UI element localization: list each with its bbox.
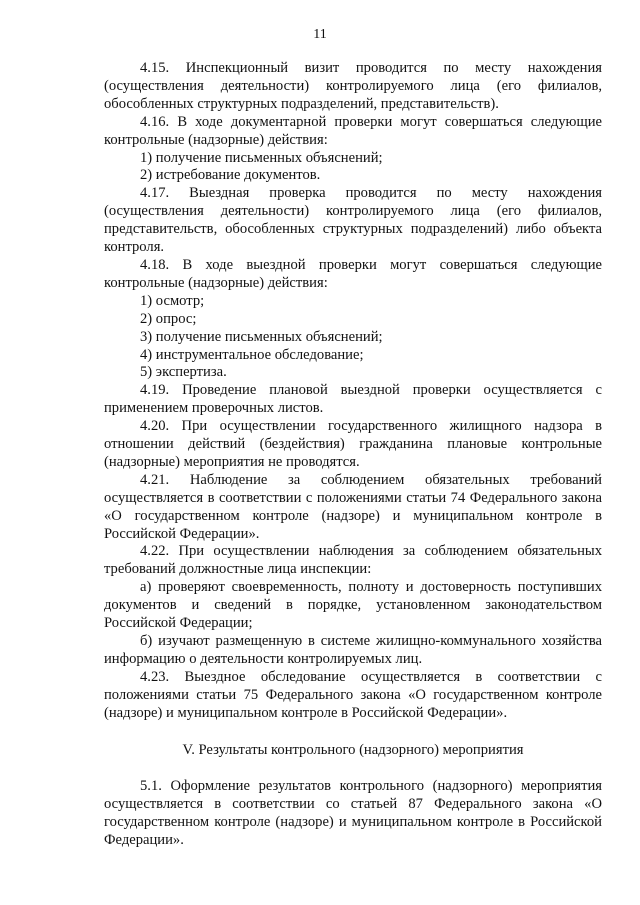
paragraph-4-16: 4.16. В ходе документарной проверки могут совершаться следующие контрольные (надзорные) действия: bbox=[104, 113, 602, 148]
paragraph-4-21: 4.21. Наблюдение за соблюдением обязательных требований осуществляется в соответствии с положениями статьи 74 Федерального закона «О государственном контроле (надзоре) и муниципальном контроле в Российской Федерации». bbox=[104, 471, 602, 542]
paragraph-4-17: 4.17. Выездная проверка проводится по месту нахождения (осуществления деятельности) контролируемого лица (его филиалов, представительств, обособленных структурных подразделений) либо объекта контроля. bbox=[104, 185, 602, 256]
paragraph-4-15: 4.15. Инспекционный визит проводится по месту нахождения (осуществления деятельности) контролируемого лица (его филиалов, обособленных структурных подразделений, представительств). bbox=[104, 60, 602, 112]
section-heading: V. Результаты контрольного (надзорного) мероприятия bbox=[182, 741, 524, 758]
list-item: 5) экспертиза. bbox=[140, 364, 227, 381]
list-item: 2) истребование документов. bbox=[140, 167, 321, 184]
paragraph-4-22: 4.22. При осуществлении наблюдения за соблюдением обязательных требований должностные лица инспекции: bbox=[104, 543, 602, 578]
paragraph-4-22-a: а) проверяют своевременность, полноту и достоверность поступивших документов и сведений в порядке, установленном законодательством Российской Федерации; bbox=[104, 579, 602, 632]
document-body bbox=[104, 60, 602, 850]
list-item: 4) инструментальное обследование; bbox=[140, 346, 364, 363]
paragraph-4-18: 4.18. В ходе выездной проверки могут совершаться следующие контрольные (надзорные) действия: bbox=[104, 256, 602, 291]
paragraph-5-1: 5.1. Оформление результатов контрольного (надзорного) мероприятия осуществляется в соответствии со статьей 87 Федерального закона «О государственном контроле (надзоре) и муниципальном контроле в Российской Федерации». bbox=[104, 778, 602, 849]
paragraph-4-20: 4.20. При осуществлении государственного жилищного надзора в отношении действий (бездействия) гражданина плановые контрольные (надзорные) мероприятия не проводятся. bbox=[104, 418, 602, 470]
list-item: 2) опрос; bbox=[140, 310, 197, 327]
list-item: 3) получение письменных объяснений; bbox=[140, 328, 383, 345]
paragraph-4-23: 4.23. Выездное обследование осуществляется в соответствии с положениями статьи 75 Федерального закона «О государственном контроле (надзоре) и муниципальном контроле в Российской Федерации». bbox=[104, 668, 602, 721]
list-item: 1) получение письменных объяснений; bbox=[140, 149, 383, 166]
page-number: 11 bbox=[313, 27, 327, 42]
list-item: 1) осмотр; bbox=[140, 292, 205, 309]
paragraph-4-19: 4.19. Проведение плановой выездной проверки осуществляется с применением проверочных листов. bbox=[104, 382, 602, 417]
paragraph-4-22-b: б) изучают размещенную в системе жилищно-коммунального хозяйства информацию о деятельности контролируемых лиц. bbox=[104, 633, 602, 667]
